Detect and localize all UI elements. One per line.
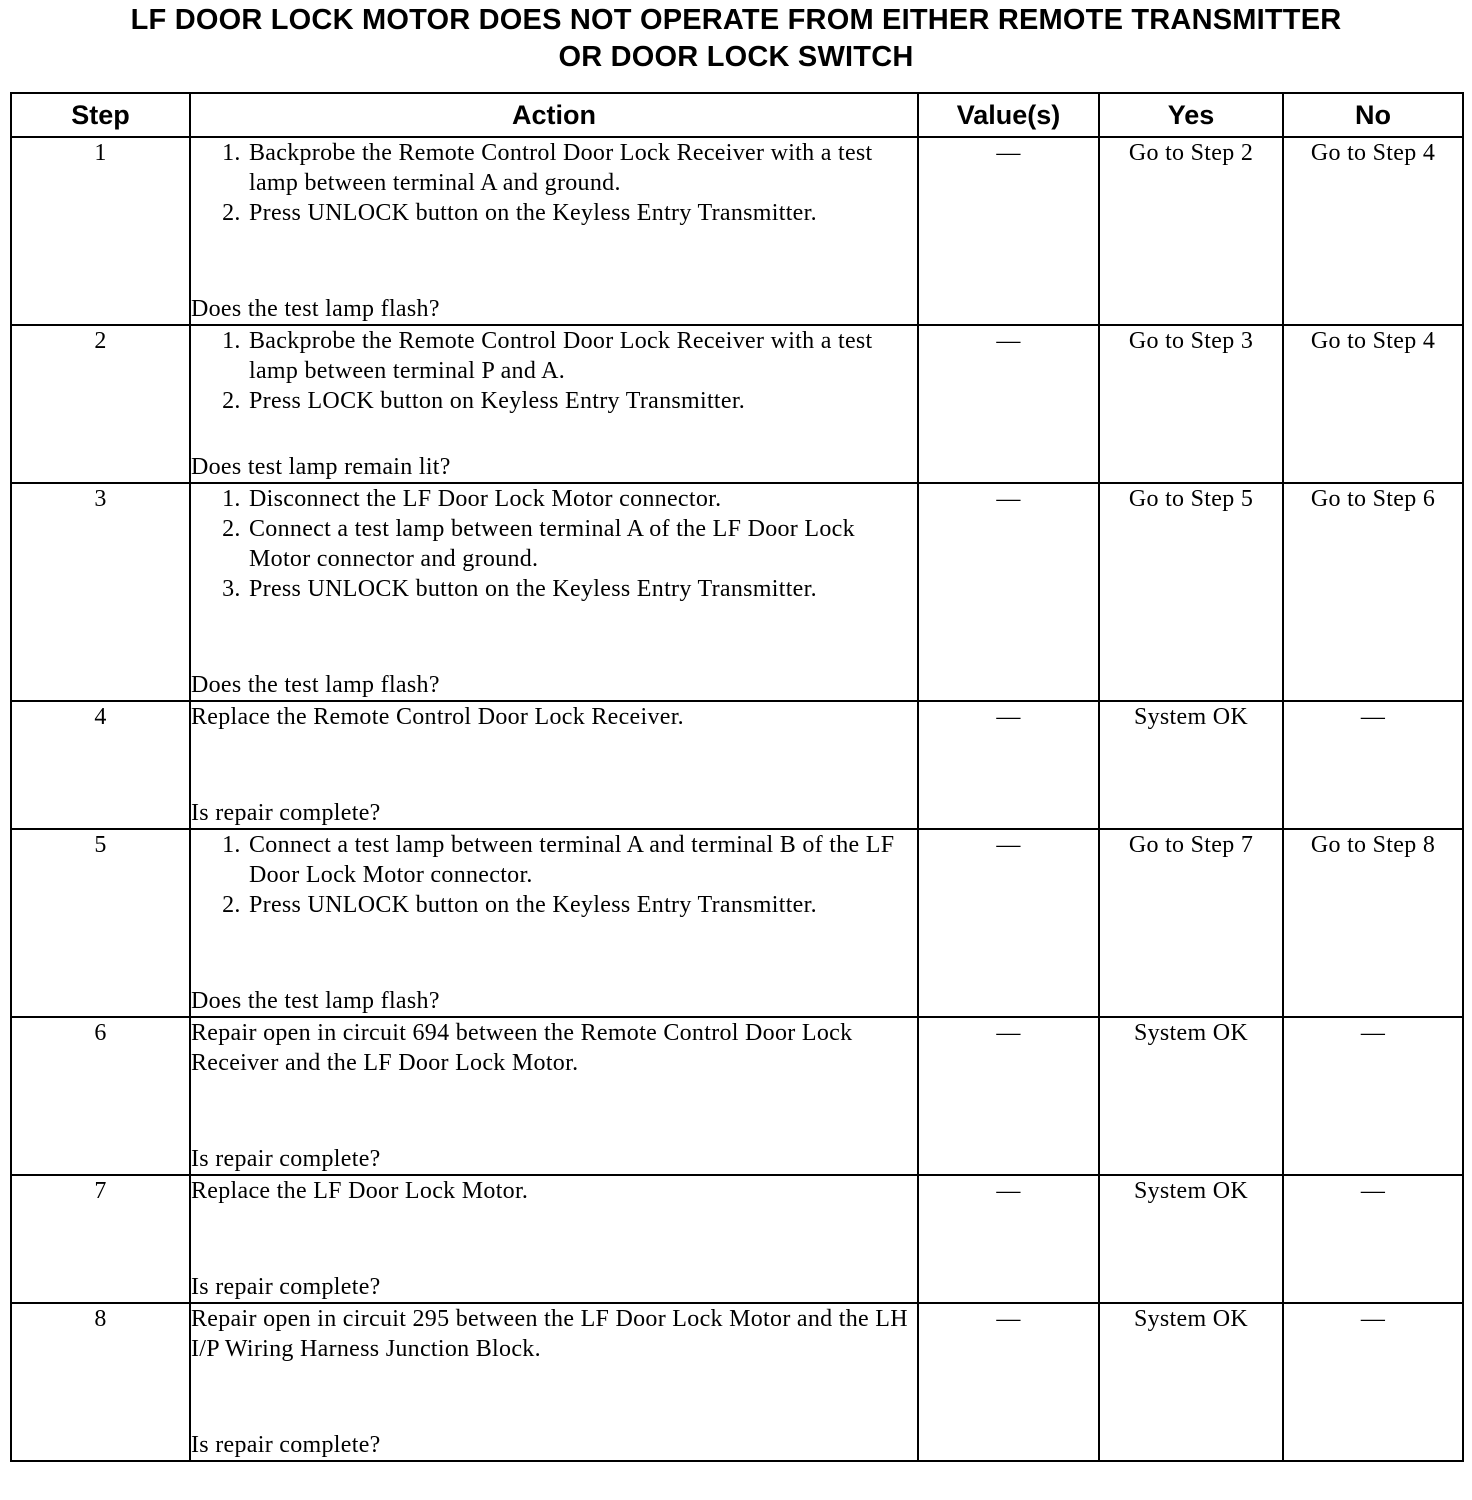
page-title bbox=[0, 2, 1472, 76]
action-steps bbox=[191, 138, 917, 228]
value-cell: — bbox=[918, 701, 1099, 829]
action-step: 2. Press UNLOCK button on the Keyless Entry Transmitter. bbox=[247, 890, 917, 920]
action-instruction: Repair open in circuit 694 between the Remote Control Door Lock Receiver and the LF Door Lock Motor. bbox=[191, 1020, 853, 1076]
value-cell: — bbox=[918, 1017, 1099, 1175]
table-row bbox=[11, 1175, 1463, 1303]
action-step: 1. Disconnect the LF Door Lock Motor connector. bbox=[247, 484, 917, 514]
action-question: Is repair complete? bbox=[191, 1146, 381, 1172]
table-row bbox=[11, 1017, 1463, 1175]
action-cell bbox=[190, 1175, 918, 1303]
step-number: 8 bbox=[11, 1303, 190, 1461]
action-steps bbox=[191, 830, 917, 920]
step-number: 3 bbox=[11, 483, 190, 701]
header-action: Action bbox=[190, 93, 918, 137]
action-question: Does the test lamp flash? bbox=[191, 988, 440, 1014]
action-cell bbox=[190, 483, 918, 701]
action-step: 2. Press UNLOCK button on the Keyless Entry Transmitter. bbox=[247, 198, 917, 228]
value-cell: — bbox=[918, 483, 1099, 701]
action-question: Is repair complete? bbox=[191, 1432, 381, 1458]
action-steps bbox=[191, 484, 917, 604]
yes-cell: Go to Step 5 bbox=[1099, 483, 1283, 701]
yes-cell: Go to Step 3 bbox=[1099, 325, 1283, 483]
action-steps bbox=[191, 326, 917, 416]
no-cell: Go to Step 8 bbox=[1283, 829, 1463, 1017]
yes-cell: Go to Step 2 bbox=[1099, 137, 1283, 325]
action-question: Is repair complete? bbox=[191, 800, 381, 826]
action-cell bbox=[190, 829, 918, 1017]
no-cell: Go to Step 4 bbox=[1283, 325, 1463, 483]
no-cell: Go to Step 6 bbox=[1283, 483, 1463, 701]
table-row bbox=[11, 483, 1463, 701]
action-step: 1. Backprobe the Remote Control Door Lock Receiver with a test lamp between terminal A and ground. bbox=[247, 138, 917, 198]
action-cell bbox=[190, 137, 918, 325]
title-line-2: OR DOOR LOCK SWITCH bbox=[558, 41, 914, 73]
step-number: 6 bbox=[11, 1017, 190, 1175]
no-cell: — bbox=[1283, 1017, 1463, 1175]
value-cell: — bbox=[918, 325, 1099, 483]
action-instruction: Replace the LF Door Lock Motor. bbox=[191, 1178, 529, 1204]
yes-cell: System OK bbox=[1099, 1175, 1283, 1303]
title-line-1: LF DOOR LOCK MOTOR DOES NOT OPERATE FROM EITHER REMOTE TRANSMITTER bbox=[130, 4, 1342, 36]
table-row bbox=[11, 137, 1463, 325]
action-instruction: Replace the Remote Control Door Lock Receiver. bbox=[191, 704, 684, 730]
table-row bbox=[11, 701, 1463, 829]
action-step: 2. Connect a test lamp between terminal A of the LF Door Lock Motor connector and ground. bbox=[247, 514, 917, 574]
value-cell: — bbox=[918, 829, 1099, 1017]
no-cell: Go to Step 4 bbox=[1283, 137, 1463, 325]
yes-cell: System OK bbox=[1099, 1303, 1283, 1461]
no-cell: — bbox=[1283, 1303, 1463, 1461]
step-number: 4 bbox=[11, 701, 190, 829]
action-question: Is repair complete? bbox=[191, 1274, 381, 1300]
action-step: 2. Press LOCK button on Keyless Entry Transmitter. bbox=[247, 386, 917, 416]
action-cell bbox=[190, 1303, 918, 1461]
action-question: Does test lamp remain lit? bbox=[191, 454, 451, 480]
yes-cell: System OK bbox=[1099, 1017, 1283, 1175]
header-no: No bbox=[1283, 93, 1463, 137]
value-cell: — bbox=[918, 1175, 1099, 1303]
action-step: 3. Press UNLOCK button on the Keyless Entry Transmitter. bbox=[247, 574, 917, 604]
action-cell bbox=[190, 325, 918, 483]
action-instruction: Repair open in circuit 295 between the LF Door Lock Motor and the LH I/P Wiring Harness Junction Block. bbox=[191, 1306, 908, 1362]
action-step: 1. Connect a test lamp between terminal A and terminal B of the LF Door Lock Motor connector. bbox=[247, 830, 917, 890]
no-cell: — bbox=[1283, 701, 1463, 829]
table-row bbox=[11, 829, 1463, 1017]
action-question: Does the test lamp flash? bbox=[191, 672, 440, 698]
yes-cell: System OK bbox=[1099, 701, 1283, 829]
action-question: Does the test lamp flash? bbox=[191, 296, 440, 322]
action-cell bbox=[190, 701, 918, 829]
step-number: 5 bbox=[11, 829, 190, 1017]
diagnostic-table bbox=[10, 92, 1464, 1462]
header-yes: Yes bbox=[1099, 93, 1283, 137]
step-number: 7 bbox=[11, 1175, 190, 1303]
no-cell: — bbox=[1283, 1175, 1463, 1303]
header-values: Value(s) bbox=[918, 93, 1099, 137]
header-row bbox=[11, 93, 1463, 137]
step-number: 1 bbox=[11, 137, 190, 325]
action-cell bbox=[190, 1017, 918, 1175]
header-step: Step bbox=[11, 93, 190, 137]
table-row bbox=[11, 1303, 1463, 1461]
value-cell: — bbox=[918, 137, 1099, 325]
table-row bbox=[11, 325, 1463, 483]
value-cell: — bbox=[918, 1303, 1099, 1461]
step-number: 2 bbox=[11, 325, 190, 483]
action-step: 1. Backprobe the Remote Control Door Lock Receiver with a test lamp between terminal P and A. bbox=[247, 326, 917, 386]
yes-cell: Go to Step 7 bbox=[1099, 829, 1283, 1017]
